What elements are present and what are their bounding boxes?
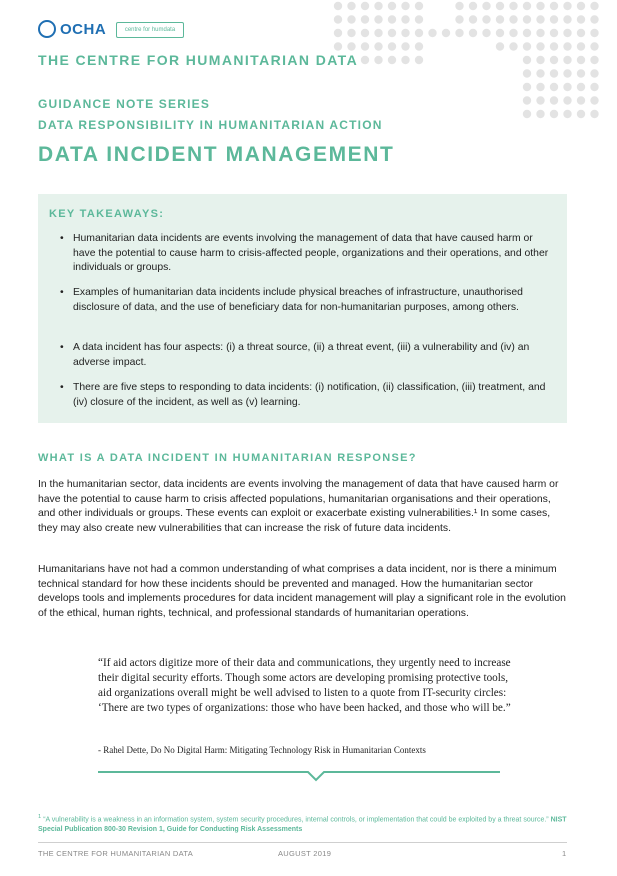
takeaways-heading: KEY TAKEAWAYS: [49,208,165,220]
map-dot [361,42,369,50]
map-dot [550,96,558,104]
map-dot [482,15,490,23]
map-dot [347,29,355,37]
centre-title: THE CENTRE FOR HUMANITARIAN DATA [38,52,359,68]
map-dot [374,29,382,37]
map-dot [415,42,423,50]
map-dot [550,42,558,50]
map-dot [374,15,382,23]
map-dot [469,2,477,10]
ocha-logo [38,20,188,40]
map-dot [482,2,490,10]
map-dot [401,2,409,10]
map-dot [509,29,517,37]
map-dot [536,29,544,37]
map-dot [509,42,517,50]
map-dot [550,83,558,91]
map-dot [550,29,558,37]
map-dot [361,56,369,64]
map-dot [374,56,382,64]
map-dot [523,29,531,37]
map-dot [334,29,342,37]
map-dot [563,42,571,50]
bullet-icon: • [60,233,64,244]
takeaway-item: • There are five steps to responding to data incidents: (i) notification, (ii) classification, (iii) treatment, and (iv) closure of the incident, as well as (v) learning. [60,382,546,408]
map-dot [334,42,342,50]
map-dot [536,2,544,10]
map-dot [536,42,544,50]
map-dot [374,42,382,50]
body-paragraph: Humanitarians have not had a common understanding of what comprises a data incident, nor is there a minimum technical standard for how these incidents should be prevented and managed. How the humanitarian sector develops tools and implements procedures for data incident management will play a significant role in the evolution of the ethical, human rights, technical, and professional standards of humanitarian operations. [38,564,566,619]
map-dot [523,15,531,23]
footer-divider [38,842,567,843]
map-dot [347,42,355,50]
map-dot [361,15,369,23]
takeaway-item: • Examples of humanitarian data incidents include physical breaches of infrastructure, unauthorised disclosure of data, and the use of beneficiary data for non-humanitarian purposes, among others. [60,287,523,313]
humdata-badge: centre for humdata [116,22,184,38]
map-dot [361,29,369,37]
map-dot [590,83,598,91]
map-dot [496,29,504,37]
map-dot [523,2,531,10]
map-dot [428,29,436,37]
map-dot [401,56,409,64]
map-dot [415,29,423,37]
map-dot [577,83,585,91]
map-dot [469,29,477,37]
map-dot [401,15,409,23]
map-dot [577,42,585,50]
page-number: 1 [562,849,567,858]
map-dot [496,2,504,10]
map-dot [536,56,544,64]
map-dot [523,69,531,77]
map-dot [590,29,598,37]
map-dot [550,2,558,10]
map-dot [415,56,423,64]
map-dot [482,29,490,37]
footnote [38,812,568,835]
map-dot [550,15,558,23]
map-dot [536,96,544,104]
map-dot [590,96,598,104]
pull-quote: “If aid actors digitize more of their data and communications, they urgently need to increase their digital security efforts. Though some actors are developing promising protective tools, aid organizations overall might be well advised to listen to a quote from IT-security circles: ‘There are two types of organizations: those who have been hacked, and those who will be.” [98,657,511,714]
map-dot [563,69,571,77]
quote-attribution: - Rahel Dette, Do No Digital Harm: Mitigating Technology Risk in Humanitarian Contexts [98,745,426,755]
map-dot [523,56,531,64]
map-dot [536,110,544,118]
map-dot [536,69,544,77]
map-dot [577,69,585,77]
map-dot [563,15,571,23]
map-dot [401,29,409,37]
quote-divider [98,764,500,784]
map-dot [334,15,342,23]
map-dot [509,15,517,23]
map-dot [563,83,571,91]
footnote-reference: NIST Special Publication 800-30 Revision 1, Guide for Conducting Risk Assessments [38,816,567,834]
takeaway-item: • Humanitarian data incidents are events involving the management of data that have caused harm or have the potential to cause harm to crisis-affected people, organizations and their operations, and other individuals or groups. [60,233,549,273]
un-emblem-icon [38,20,56,38]
map-dot [577,2,585,10]
bullet-icon: • [60,287,64,298]
series-line-1: GUIDANCE NOTE SERIES [38,97,211,111]
map-dot [388,29,396,37]
footer-date: AUGUST 2019 [278,849,332,858]
map-dot [455,2,463,10]
map-dot [523,83,531,91]
footer-organization: THE CENTRE FOR HUMANITARIAN DATA [38,849,194,858]
logo-text: OCHA [60,21,107,38]
map-dot [577,56,585,64]
map-dot [415,2,423,10]
map-dot [496,15,504,23]
series-line-2: DATA RESPONSIBILITY IN HUMANITARIAN ACTION [38,118,383,132]
map-dot [563,96,571,104]
map-dot [442,29,450,37]
map-dot [523,110,531,118]
map-dot [563,56,571,64]
map-dot [563,110,571,118]
map-dot [347,15,355,23]
bullet-icon: • [60,342,64,353]
section-heading: WHAT IS A DATA INCIDENT IN HUMANITARIAN RESPONSE? [38,452,417,464]
map-dot [536,15,544,23]
key-takeaways-panel [38,194,567,423]
map-dot [590,56,598,64]
map-dot [361,2,369,10]
map-dot [550,110,558,118]
map-dot [590,15,598,23]
footnote-text: “A vulnerability is a weakness in an information system, system security procedures, internal controls, or implementation that could be exploited by a threat source.” [43,816,549,824]
map-dot [590,110,598,118]
map-dot [577,110,585,118]
map-dot [577,15,585,23]
map-dot [577,29,585,37]
map-dot [455,29,463,37]
map-dot [536,83,544,91]
map-dot [469,15,477,23]
map-dot [563,29,571,37]
map-dot [388,2,396,10]
map-dot [388,42,396,50]
footnote-marker: 1 [38,814,42,820]
map-dot [590,2,598,10]
map-dot [523,42,531,50]
map-dot [334,2,342,10]
map-dot [550,56,558,64]
map-dot [374,2,382,10]
map-dot [550,69,558,77]
map-dot [590,69,598,77]
map-dot [563,2,571,10]
takeaway-item: • A data incident has four aspects: (i) a threat source, (ii) a threat event, (iii) a vulnerability and (iv) an adverse impact. [60,342,530,368]
bullet-icon: • [60,382,64,393]
map-dot [347,2,355,10]
map-dot [496,42,504,50]
map-dot [590,42,598,50]
body-paragraph: In the humanitarian sector, data incidents are events involving the management of data that have caused harm or have the potential to cause harm to crisis affected populations, humanitarian organisations and their operations, and other individuals or groups. These events can exploit or exacerbate existing vulnerabilities.¹ In some cases, they may also create new vulnerabilities that can increase the risk of future data incidents. [38,479,559,534]
map-dot [388,56,396,64]
map-dot [401,42,409,50]
map-dot [509,2,517,10]
map-dot [415,15,423,23]
map-dot [523,96,531,104]
map-dot [455,15,463,23]
page-title: DATA INCIDENT MANAGEMENT [38,143,395,166]
map-dot [577,96,585,104]
map-dot [388,15,396,23]
